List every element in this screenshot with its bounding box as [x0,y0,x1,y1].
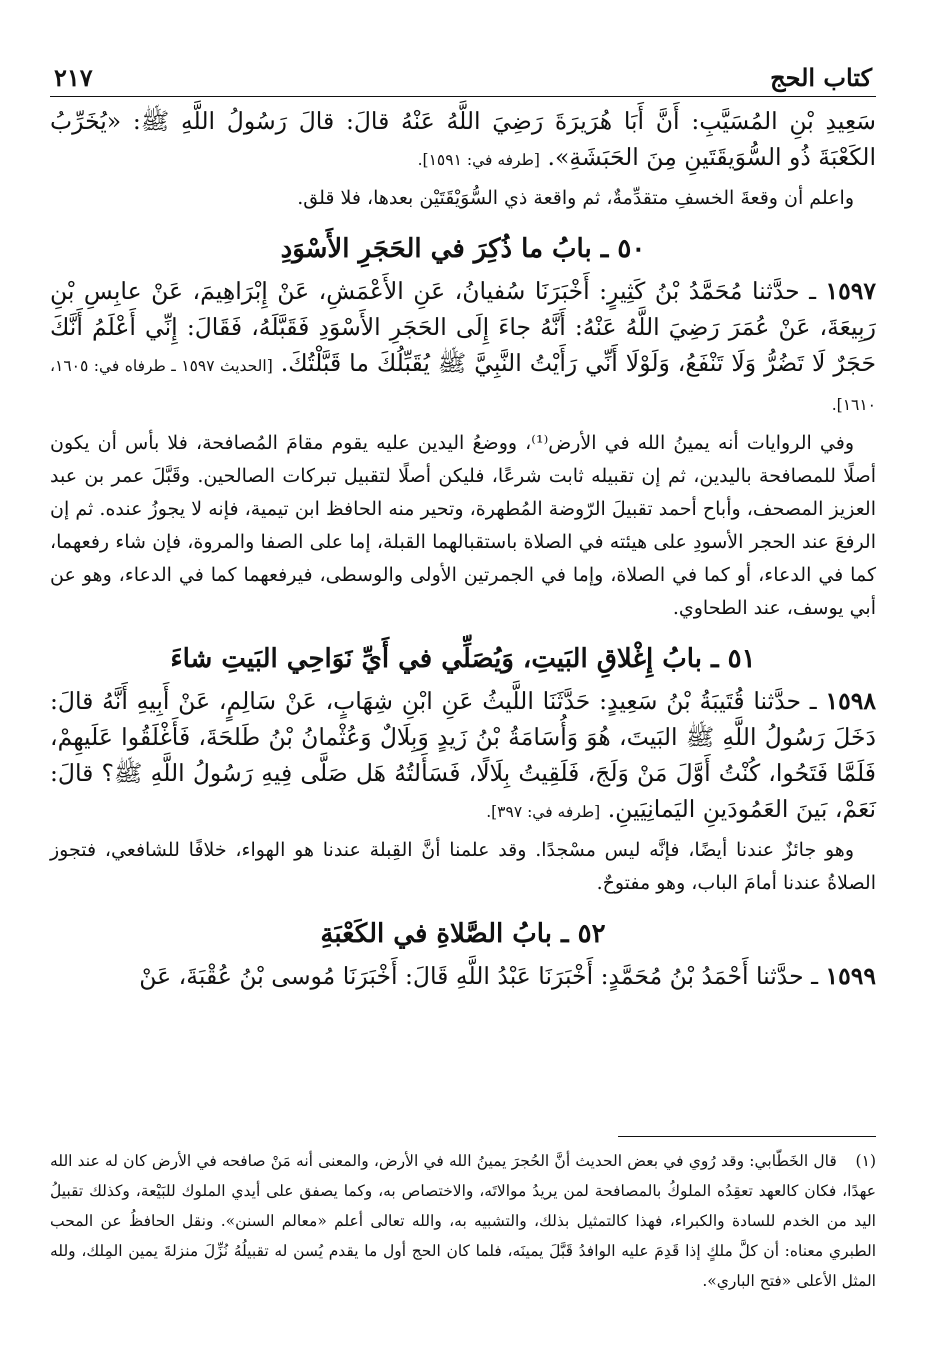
hadith-1598 [50,683,876,830]
hadith-number: ١٥٩٩ [825,962,876,990]
page-header [50,58,876,97]
hadith-reference: [الحديث ١٥٩٧ ـ طرفاه في: ١٦٠٥، ١٦١٠]. [50,357,876,414]
hadith-text: ـ حدَّثنا مُحَمَّدُ بْنُ كَثِيرٍ: أَخْبَرَنَا سُفيانُ، عَنِ الأَعْمَشِ، عَنْ إِبْرَاهِيمَ، عَنْ عابِسِ بْنِ رَبِيعَةَ، عَنْ عُمَرَ رَضِيَ اللَّهُ عَنْهُ: أَنَّهُ جاءَ إِلَى الحَجَرِ الأَسْوَدِ فَقَبَّلَهُ، فَقَالَ: إِنِّي أَعْلَمُ أَنَّكَ حَجَرٌ لَا تَضُرُّ وَلَا تَنْفَعُ، وَلَوْلَا أَنِّي رَأَيْتُ النَّبِيَّ ﷺ يُقَبِّلُكَ ما قَبَّلْتُكَ. [50,277,876,377]
hadith-number: ١٥٩٧ [825,277,876,305]
footnote-marker: (١) [855,1152,876,1170]
book-title: كتاب الحج [770,63,872,92]
hadith-1599 [50,958,876,994]
hadith-text: ـ حدَّثنا أَحْمَدُ بْنُ مُحَمَّدٍ: أَخْبَرَنَا عَبْدُ اللَّهِ قَالَ: أَخْبَرَنَا مُوسى بْنُ عُقْبَةَ، عَنْ [139,962,819,990]
commentary: وفي الروايات أنه يمينُ الله في الأرض⁽¹⁾، ووضعُ اليدين عليه يقوم مقامَ المُصافحة، فلا بأس أن يكون أصلًا للمصافحة باليدين، ثم إن تقبيله ثابت شرعًا، فليكن أصلًا لتقبيل تبركات الصالحين. وقَبَّلَ عمر بن عبد العزيز المصحف، وأباح أحمد تقبيلَ الرّوضة المُطهرة، وتحير منه الحافظ ابن تيمية، فإنه لا يجوزُ عنده. ثم إن الرفعَ عند الحجر الأسودِ على هيئته في الصلاة باستقبالهما القبلة، إما على الصفا والمروة، فإن شاء رفعهما، كما في الدعاء، أو كما في الصلاة، وإما في الجمرتين الأولى والوسطى، فيرفعهما كما في الدعاء، وهو عن أبي يوسف، عند الطحاوي. [50,432,876,619]
hadith-continuation [50,103,876,178]
hadith-number: ١٥٩٨ [825,687,876,715]
hadith-text: سَعِيدِ بْنِ المُسَيَّبِ: أَنَّ أَبَا هُرَيرَةَ رَضِيَ اللَّهُ عَنْهُ قالَ: قالَ رَسُولُ اللَّهِ ﷺ: «يُخَرِّبُ الكَعْبَةَ ذُو السُّوَيقَتَينِ مِنَ الحَبَشَةِ». [50,107,876,171]
main-text [50,103,876,994]
chapter-heading: ٥١ ـ بابُ إِغْلاقِ البَيتِ، وَيُصَلِّي في أَيِّ نَوَاحِي البَيتِ شاءَ [170,644,756,674]
chapter-heading: ٥٢ ـ بابُ الصَّلاةِ في الكَعْبَةِ [320,919,606,949]
chapter-heading: ٥٠ ـ بابُ ما ذُكِرَ في الحَجَرِ الأَسْوَدِ [280,234,646,264]
hadith-text: ـ حدَّثنا قُتَيبَةُ بْنُ سَعِيدٍ: حَدَّثَنَا اللَّيثُ عَنِ ابْنِ شِهَابٍ، عَنْ سَالِمٍ، عَنْ أَبِيهِ أَنَّهُ قالَ: دَخَلَ رَسُولُ اللَّهِ ﷺ البَيتَ، هُوَ وَأُسَامَةُ بْنُ زَيدٍ وَبِلَالٌ وَعُثْمانُ بْنُ طَلحَةَ، فَأَغْلَقُوا عَلَيهِمْ، فَلَمَّا فَتَحُوا، كُنْتُ أَوَّلَ مَنْ وَلَجَ، فَلَقِيتُ بِلَالًا، فَسَأَلتُهُ هَل صَلَّى فِيهِ رَسُولُ اللَّهِ ﷺ؟ قالَ: نَعَمْ، بَينَ العَمُودَينِ اليَمانِيَينِ. [50,687,876,823]
hadith-reference: [طرفه في: ٣٩٧]. [486,803,601,821]
footnote [50,1146,876,1296]
hadith-reference: [طرفه في: ١٥٩١]. [417,151,540,169]
page-number: ٢١٧ [54,63,93,92]
commentary: وهو جائزٌ عندنا أيضًا، فإنَّه ليس مسْجدًا. وقد علمنا أنَّ القِبلة عندنا هو الهواء، خلافًا للشافعي، فتجوز الصلاةُ عندنا أمامَ الباب، وهو مفتوحٌ. [50,839,876,894]
hadith-1597 [50,273,876,423]
footnote-text: قال الخَطّابي: وقد رُوي في بعض الحديث أنَّ الحُجرَ يمينُ الله في الأرض، والمعنى أنه مَنْ صافحه في الأرض كان له عند الله عهدًا، فكان كالعهد تعقِدُه الملوكُ بالمصافحة لمن يريدُ موالاتَه، والاختصاص به، وكما يصفق على أيدي الملوك للبَيْعة، وكذلك تقبيلُ اليد من الخدم للسادة والكبراء، فهذا كالتمثيل بذلك، والتشبيه به، والله تعالى أعلم «معالم السنن». ونقل الحافظُ عن المحب الطبري معناه: أن كلَّ ملكٍ إذا قَدِمَ عليه الوافدُ قَبَّلَ يمينَه، فلما كان الحج أول ما يقدم يُسن له تقبيلُهُ نُزِّلَ منزلةَ يمين المِلك، ولله المثل الأعلى «فتح الباري». [50,1152,876,1290]
commentary: واعلم أن وقعةَ الخسفِ متقدِّمةٌ، ثم واقعة ذي السُّوَيْقَتَيْن بعدها، فلا قلق. [297,187,854,209]
footnote-divider [618,1136,876,1137]
